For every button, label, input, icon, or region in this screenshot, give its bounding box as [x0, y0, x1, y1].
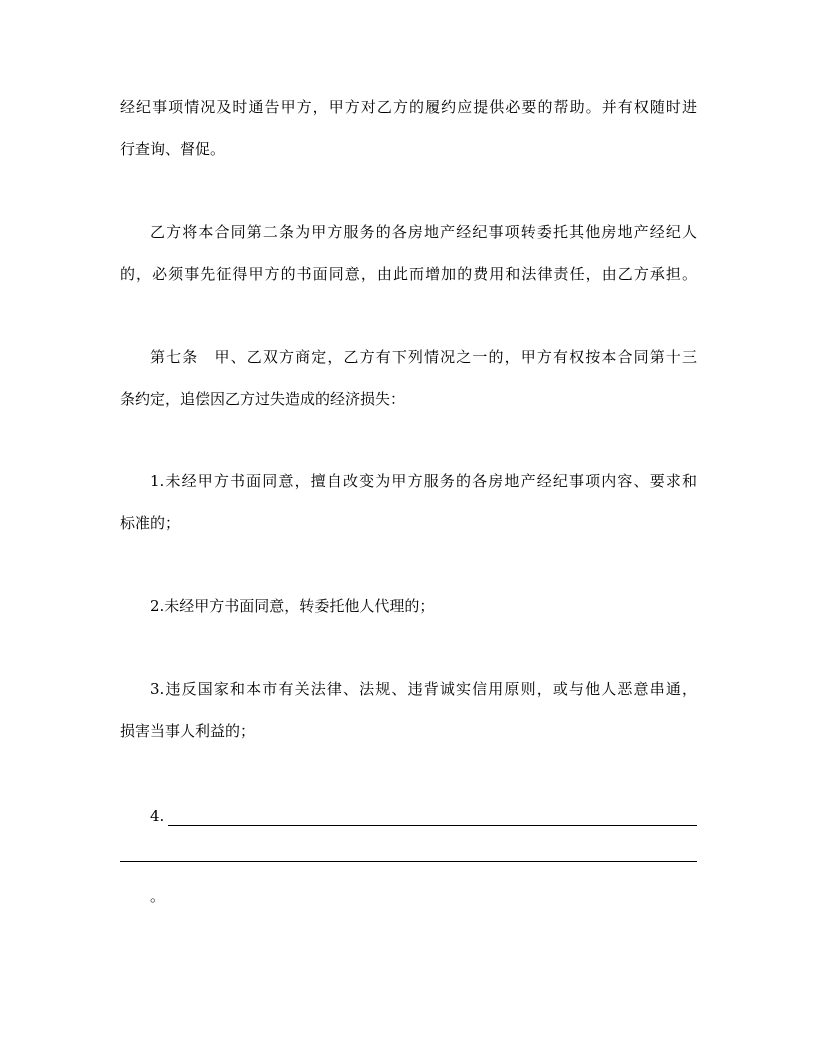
- article-7-line-1: 第七条 甲、乙双方商定，乙方有下列情况之一的，甲方有权按本合同第十三: [150, 348, 697, 366]
- list-item-2: 2.未经甲方书面同意，转委托他人代理的；: [150, 597, 435, 615]
- paragraph-2-line-1: 乙方将本合同第二条为甲方服务的各房地产经纪事项转委托其他房地产经纪人: [150, 223, 697, 241]
- list-item-4-end-mark: 。: [150, 887, 166, 905]
- list-item-3-line-2: 损害当事人利益的；: [120, 722, 256, 740]
- list-item-1-line-2: 标准的；: [120, 514, 181, 532]
- list-item-4-label: 4.: [150, 807, 165, 825]
- list-item-1-line-1: 1.未经甲方书面同意，擅自改变为甲方服务的各房地产经纪事项内容、要求和: [150, 472, 697, 490]
- paragraph-2-line-2: 的，必须事先征得甲方的书面同意，由此而增加的费用和法律责任，由乙方承担。: [120, 265, 697, 283]
- list-item-3-line-1: 3.违反国家和本市有关法律、法规、违背诚实信用原则，或与他人恶意串通，: [150, 680, 697, 698]
- fill-in-blank-line-2: [120, 861, 697, 862]
- fill-in-blank-line-1: [168, 811, 697, 826]
- article-7-line-2: 条约定，追偿因乙方过失造成的经济损失：: [120, 390, 406, 408]
- list-item-4: [150, 806, 697, 826]
- paragraph-1-line-1: 经纪事项情况及时通告甲方，甲方对乙方的履约应提供必要的帮助。并有权随时进: [120, 98, 697, 116]
- paragraph-1-line-2: 行查询、督促。: [120, 140, 226, 158]
